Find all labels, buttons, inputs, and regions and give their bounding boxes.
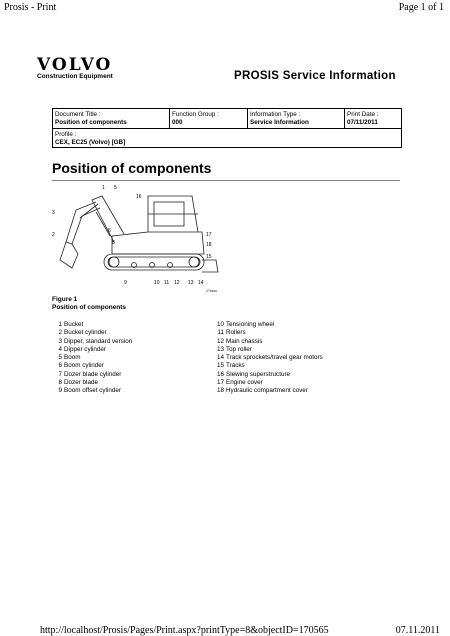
function-group-label: Function Group : bbox=[172, 111, 219, 118]
figure-ref: 17cxxx bbox=[206, 289, 217, 293]
callout-label: 18 bbox=[206, 242, 212, 248]
document-title-value: Position of components bbox=[55, 119, 127, 126]
browser-page-number: Page 1 of 1 bbox=[398, 2, 444, 13]
list-item: 11 Rollers bbox=[217, 329, 246, 337]
page-title: Position of components bbox=[52, 160, 212, 176]
excavator-drawing bbox=[52, 184, 232, 294]
figure-caption-title: Figure 1 bbox=[52, 296, 78, 303]
meta-information-type bbox=[248, 109, 345, 128]
meta-function-group bbox=[170, 109, 248, 128]
callout-label: 2 bbox=[52, 232, 55, 238]
list-item: 16 Slewing superstructure bbox=[216, 370, 291, 378]
meta-print-date bbox=[345, 109, 401, 128]
callout-label: 10 bbox=[154, 280, 160, 286]
callout-label: 6 bbox=[108, 228, 111, 234]
figure-caption-subtitle: Position of components bbox=[52, 304, 127, 311]
callout-label: 13 bbox=[188, 280, 194, 286]
list-item: 18 Hydraulic compartment cover bbox=[216, 387, 308, 395]
list-item: 2 Bucket cylinder bbox=[58, 329, 107, 337]
list-item: 13 Top roller bbox=[216, 345, 252, 353]
volvo-logo: VOLVO bbox=[37, 55, 113, 75]
component-list-right bbox=[214, 321, 323, 396]
function-group-value: 000 bbox=[172, 119, 183, 126]
callout-label: 16 bbox=[136, 194, 142, 200]
callout-label: 8 bbox=[112, 240, 115, 246]
list-item: 6 Boom cylinder bbox=[58, 362, 104, 370]
information-type-value: Service Information bbox=[250, 119, 309, 126]
list-item: 9 Boom offset cylinder bbox=[58, 387, 121, 395]
component-list-left bbox=[46, 321, 132, 396]
callout-label: 12 bbox=[174, 280, 180, 286]
dozer-blade-shape bbox=[202, 260, 218, 272]
callout-label: 9 bbox=[124, 280, 127, 286]
list-item: 14 Track sprockets/travel gear motors bbox=[216, 354, 323, 362]
list-item: 3 Dipper, standard version bbox=[58, 337, 133, 345]
callout-label: 11 bbox=[164, 280, 170, 286]
browser-print-title: Prosis - Print bbox=[4, 2, 57, 13]
figure-caption bbox=[52, 296, 126, 312]
list-item: 7 Dozer blade cylinder bbox=[58, 370, 122, 378]
superstructure-shape bbox=[112, 232, 204, 254]
print-date-label: Print Date : bbox=[347, 111, 379, 118]
list-item: 4 Dipper cylinder bbox=[58, 345, 106, 353]
list-item: 1 Bucket bbox=[58, 321, 84, 328]
list-item: 17 Engine cover bbox=[216, 379, 263, 387]
profile-value: CEX, EC25 (Volvo) [GB] bbox=[55, 139, 126, 146]
callout-label: 17 bbox=[206, 232, 212, 238]
logo-subtitle: Construction Equipment bbox=[37, 73, 113, 80]
meta-document-title bbox=[53, 109, 170, 128]
print-date-value: 07/11/2011 bbox=[347, 119, 378, 126]
meta-profile bbox=[53, 128, 401, 148]
callout-label: 5 bbox=[114, 185, 117, 191]
list-item: 15 Tracks bbox=[216, 362, 245, 370]
list-item: 8 Dozer blade bbox=[58, 379, 98, 387]
footer-date: 07.11.2011 bbox=[395, 625, 440, 636]
profile-label: Profile : bbox=[55, 131, 77, 138]
list-item: 12 Main chassis bbox=[216, 337, 263, 345]
heading-divider bbox=[52, 180, 400, 181]
document-meta-table bbox=[52, 108, 402, 148]
callout-label: 14 bbox=[198, 280, 204, 286]
footer-url: http://localhost/Prosis/Pages/Print.aspx?printType=8&objectID=170565 bbox=[40, 625, 329, 636]
list-item: 5 Boom bbox=[58, 354, 81, 362]
service-title: PROSIS Service Information bbox=[234, 70, 396, 82]
callout-label: 1 bbox=[102, 185, 105, 191]
list-item: 10 Tensioning wheel bbox=[216, 321, 275, 328]
bucket-shape bbox=[60, 242, 78, 268]
callout-label: 15 bbox=[206, 254, 212, 260]
excavator-figure bbox=[52, 184, 232, 294]
document-title-label: Document Title : bbox=[55, 111, 101, 118]
information-type-label: Information Type : bbox=[250, 111, 301, 118]
callout-label: 3 bbox=[52, 210, 55, 216]
